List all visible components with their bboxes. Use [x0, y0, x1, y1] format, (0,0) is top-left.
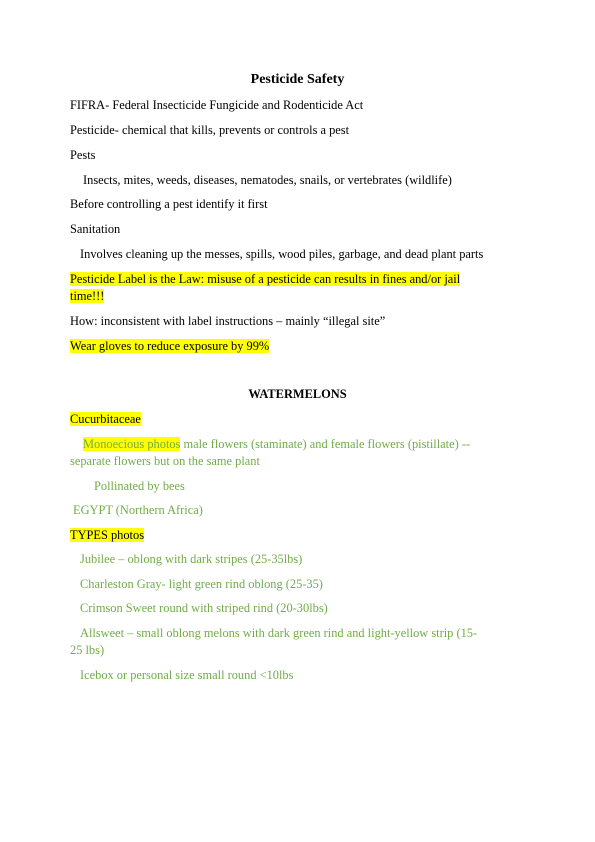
- type-allsweet-line-2: 25 lbs): [70, 643, 105, 657]
- monoecious-line-1: [83, 436, 543, 453]
- label-law-text-2: time!!!: [70, 289, 105, 303]
- type-allsweet-line-1: Allsweet – small oblong melons with dark green rind and light-yellow strip (15-: [80, 626, 478, 640]
- type-crimson-sweet: Crimson Sweet round with striped rind (20-30lbs): [80, 601, 328, 615]
- monoecious-line-2: separate flowers but on the same plant: [70, 454, 260, 468]
- sanitation-description: Involves cleaning up the messes, spills, wood piles, garbage, and dead plant parts: [80, 247, 484, 261]
- pollinated-line: Pollinated by bees: [94, 479, 185, 493]
- family-line: [70, 411, 530, 428]
- how-line: How: inconsistent with label instructions – mainly “illegal site”: [70, 314, 386, 328]
- monoecious-photos-highlight: Monoecious photos: [83, 437, 181, 451]
- type-icebox: Icebox or personal size small round <10lbs: [80, 668, 294, 682]
- label-law-line-1: [70, 271, 530, 288]
- family-text: Cucurbitaceae: [70, 412, 141, 426]
- pests-label: Pests: [70, 148, 96, 162]
- type-charleston-gray: Charleston Gray- light green rind oblong (25-35): [80, 577, 323, 591]
- watermelons-heading: WATERMELONS: [248, 387, 347, 401]
- type-jubilee: Jubilee – oblong with dark stripes (25-35lbs): [80, 552, 303, 566]
- sanitation-label: Sanitation: [70, 222, 121, 236]
- pesticide-definition: Pesticide- chemical that kills, prevents or controls a pest: [70, 123, 350, 137]
- fifra-line: FIFRA- Federal Insecticide Fungicide and Rodenticide Act: [70, 98, 364, 112]
- types-line: [70, 527, 530, 544]
- label-law-text-1: Pesticide Label is the Law: misuse of a pesticide can results in fines and/or jail: [70, 272, 461, 286]
- gloves-line: [70, 338, 530, 355]
- origin-line: EGYPT (Northern Africa): [73, 503, 203, 517]
- label-law-line-2: [70, 288, 530, 305]
- identify-pest-line: Before controlling a pest identify it first: [70, 197, 268, 211]
- monoecious-description: male flowers (staminate) and female flowers (pistillate) --: [180, 437, 471, 451]
- gloves-text: Wear gloves to reduce exposure by 99%: [70, 339, 270, 353]
- types-text: TYPES photos: [70, 528, 145, 542]
- pests-list: Insects, mites, weeds, diseases, nematodes, snails, or vertebrates (wildlife): [83, 173, 452, 187]
- page-title: Pesticide Safety: [250, 72, 345, 87]
